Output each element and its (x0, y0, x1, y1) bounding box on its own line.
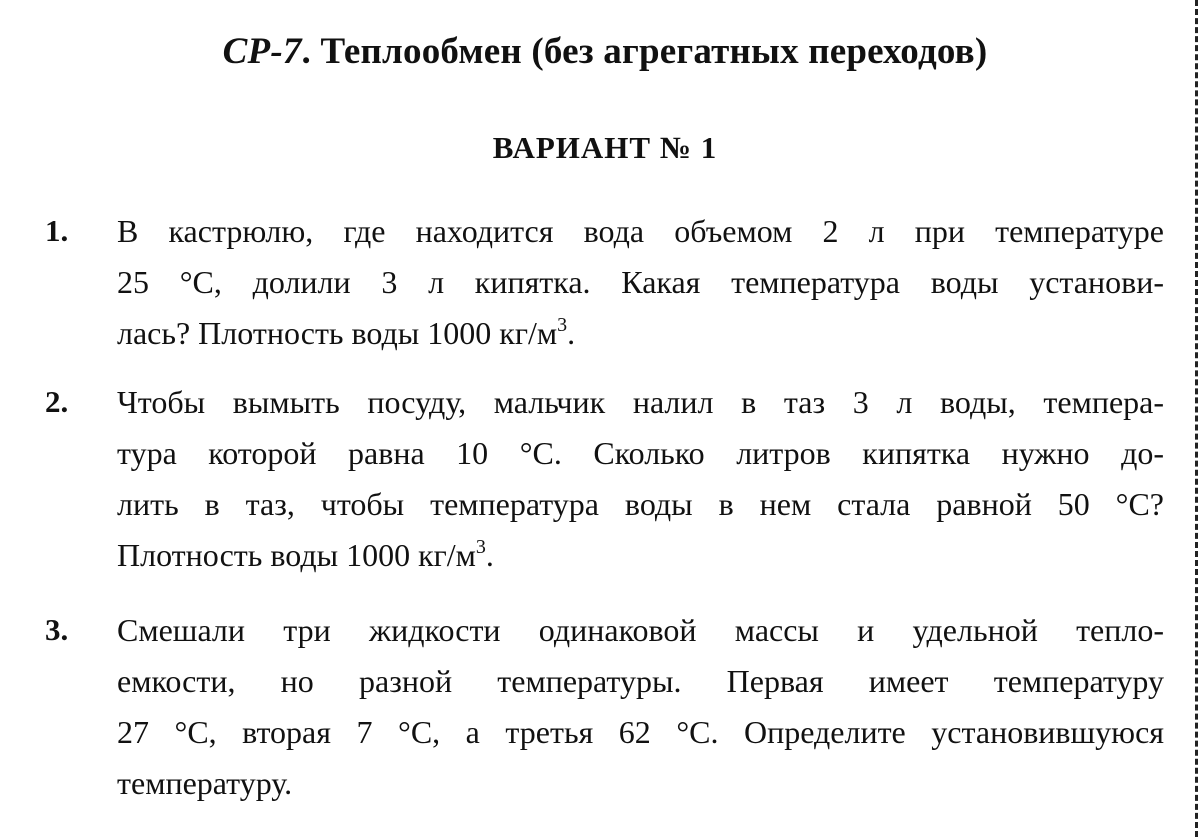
cut-line-divider (1195, 0, 1198, 837)
superscript: 3 (557, 314, 568, 336)
problem-line-text: Плотность воды 1000 кг/м (117, 537, 476, 573)
problem-line-text: . (567, 315, 576, 351)
problem-line-text: . (485, 537, 494, 573)
variant-heading: ВАРИАНТ № 1 (492, 130, 718, 165)
problem-number: 3. (45, 612, 69, 647)
problem-number: 1. (45, 213, 69, 248)
problem-line: В кастрюлю, где находится вода объемом 2 л при температуре (117, 213, 1164, 249)
problem-line: 27 °С, вторая 7 °С, а третья 62 °С. Определите установившуюся (117, 714, 1164, 750)
page-title (0, 30, 1200, 73)
title-text: . Теплообмен (без агрегатных переходов) (301, 31, 988, 72)
problem-line: Чтобы вымыть посуду, мальчик налил в таз 3 л воды, темпера- (117, 384, 1164, 420)
problem-line: емкости, но разной температуры. Первая имеет температуру (117, 663, 1164, 699)
problem-line (117, 531, 1164, 579)
problem-line-text: лась? Плотность воды 1000 кг/м (117, 315, 558, 351)
superscript: 3 (475, 536, 486, 558)
problem-line: температуру. (117, 765, 293, 801)
problem-line: лить в таз, чтобы температура воды в нем стала равной 50 °С? (117, 486, 1164, 522)
problem-line: тура которой равна 10 °С. Сколько литров кипятка нужно до- (117, 435, 1164, 471)
problem-number: 2. (45, 384, 69, 419)
problem-line (117, 309, 1164, 357)
problem-line: Смешали три жидкости одинаковой массы и удельной тепло- (117, 612, 1164, 648)
problem-line: 25 °С, долили 3 л кипятка. Какая температура воды установи- (117, 264, 1164, 300)
title-code: СР-7 (222, 31, 302, 72)
